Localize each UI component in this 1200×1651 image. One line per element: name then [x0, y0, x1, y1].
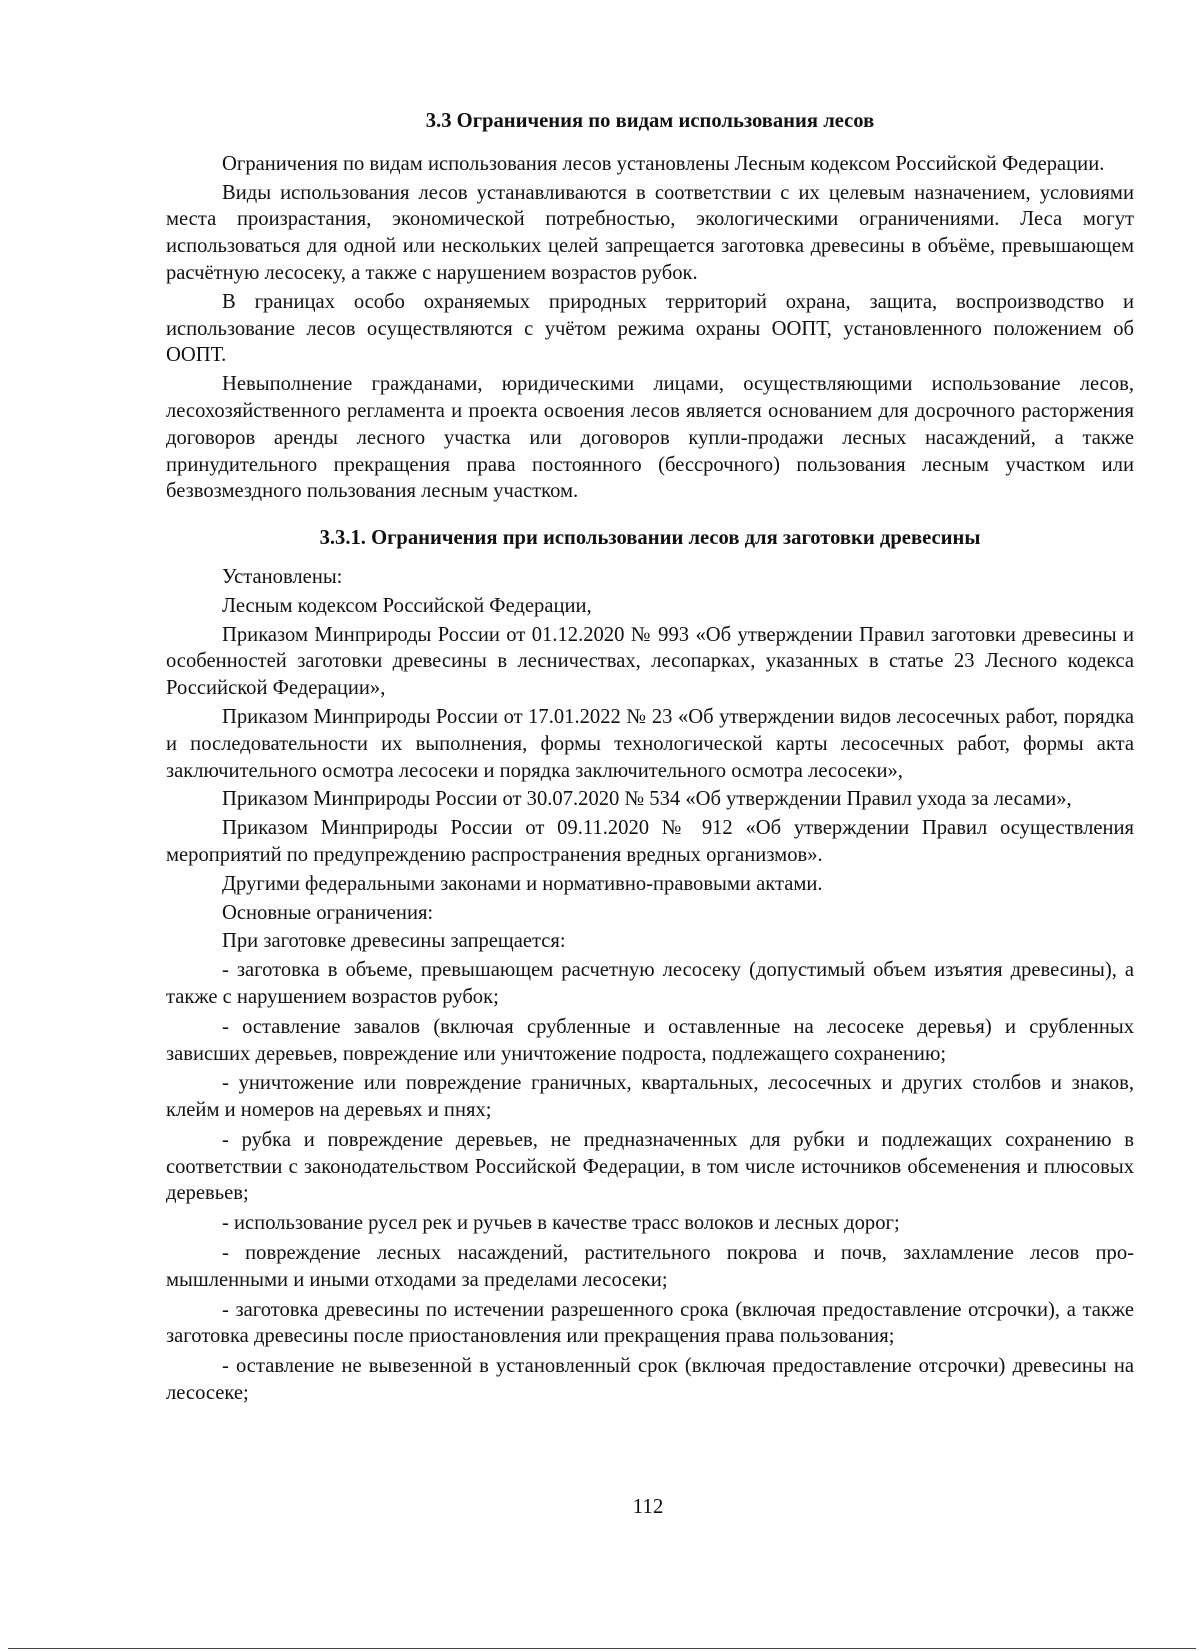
paragraph: Ограничения по видам использования лесов установлены Лесным кодексом Российской Федерации.: [222, 152, 1105, 175]
restriction-item: - использование русел рек и ручьев в качестве трасс волоков и лесных дорог;: [222, 1212, 900, 1235]
page-number: 112: [632, 1494, 664, 1518]
paragraph: В границах особо охраняемых природных территорий охрана, защита, воспроизводство и использование лесов осуществляются с учётом режима охраны ООПТ, установленного положением об ООПТ.: [166, 290, 1134, 367]
restriction-item: - оставление не вывезенной в установленный срок (включая предоставление отсрочки) древесины на лесосеке;: [166, 1355, 1134, 1405]
paragraph: Приказом Минприроды России от 09.11.2020 № 912 «Об утверждении Правил осуществления мероприятий по предупреждению распространения вредных организмов».: [166, 817, 1134, 866]
paragraph: Другими федеральными законами и нормативно-правовыми актами.: [222, 872, 823, 895]
paragraph: Установлены:: [222, 565, 343, 588]
paragraph: Невыполнение гражданами, юридическими лицами, осуществляющими использование лесов, лесохозяйственного регламента и проекта освоения лесов является основанием для досрочного расторжения договоров аренды лесного участка или договоров купли-продажи лесных насаждений, а также принудительного прекращения права постоянного (бессрочного) пользования лесным участком или безвозмездного пользования лесным участком.: [166, 373, 1134, 503]
paragraph: Основные ограничения:: [222, 901, 434, 924]
section-heading: 3.3 Ограничения по видам использования лесов: [425, 110, 875, 132]
paragraph: При заготовке древесины запрещается:: [222, 930, 566, 953]
restriction-item: - повреждение лесных насаждений, растительного покрова и почв, захламление лесов промышленными и иными отходами за пределами лесосеки;: [166, 1242, 1134, 1291]
document-page: [166, 108, 1134, 1410]
paragraph: Лесным кодексом Российской Федерации,: [222, 594, 592, 617]
paragraph: Приказом Минприроды России от 30.07.2020 № 534 «Об утверждении Правил ухода за лесами»,: [222, 788, 1072, 811]
subsection-heading: 3.3.1. Ограничения при использовании лесов для заготовки древесины: [319, 527, 981, 550]
scan-edge-line: [8, 1648, 1196, 1649]
paragraph: Приказом Минприроды России от 17.01.2022 № 23 «Об утверждении видов лесосечных работ, порядка и последовательности их выполнения, формы технологической карты лесосечных работ, формы акта заключительного осмотра лесосеки и порядка заключительного осмотра лесосеки»,: [166, 705, 1134, 782]
restriction-item: - уничтожение или повреждение граничных, квартальных, лесосечных и других столбов и знаков, клейм и номеров на деревьях и пнях;: [166, 1072, 1134, 1122]
paragraph: Виды использования лесов устанавливаются в соответствии с их целевым назначением, условиями места произрастания, экономической потребностью, экологическими ограничениями. Леса могут использоваться для одной или нескольких целей запрещается заготовка древесины в объёме, превышающем расчётную лесосеку, а также с нарушением возрастов рубок.: [166, 181, 1134, 284]
paragraph: Приказом Минприроды России от 01.12.2020 № 993 «Об утверждении Правил заготовки древесины и особенностей заготовки древесины в лесничествах, лесопарках, указанных в статье 23 Лесного кодекса Российской Федерации»,: [166, 623, 1134, 700]
restriction-item: - рубка и повреждение деревьев, не предназначенных для рубки и подлежащих сохранению в соответствии с законодательством Российской Федерации, в том числе источников обсеменения и плюсовых деревьев;: [166, 1128, 1134, 1205]
restriction-item: - заготовка в объеме, превышающем расчетную лесосеку (допустимый объем изъятия древесины), а также с нарушением возрастов рубок;: [166, 959, 1134, 1008]
restriction-item: - оставление завалов (включая срубленные и оставленные на лесосеке деревья) и срубленных зависших деревьев, повреждение или уничтожение подроста, подлежащего сохранению;: [166, 1015, 1134, 1065]
restriction-item: - заготовка древесины по истечении разрешенного срока (включая предоставление отсрочки), а также заготовка древесины после приостановления или прекращения права пользования;: [166, 1298, 1134, 1348]
